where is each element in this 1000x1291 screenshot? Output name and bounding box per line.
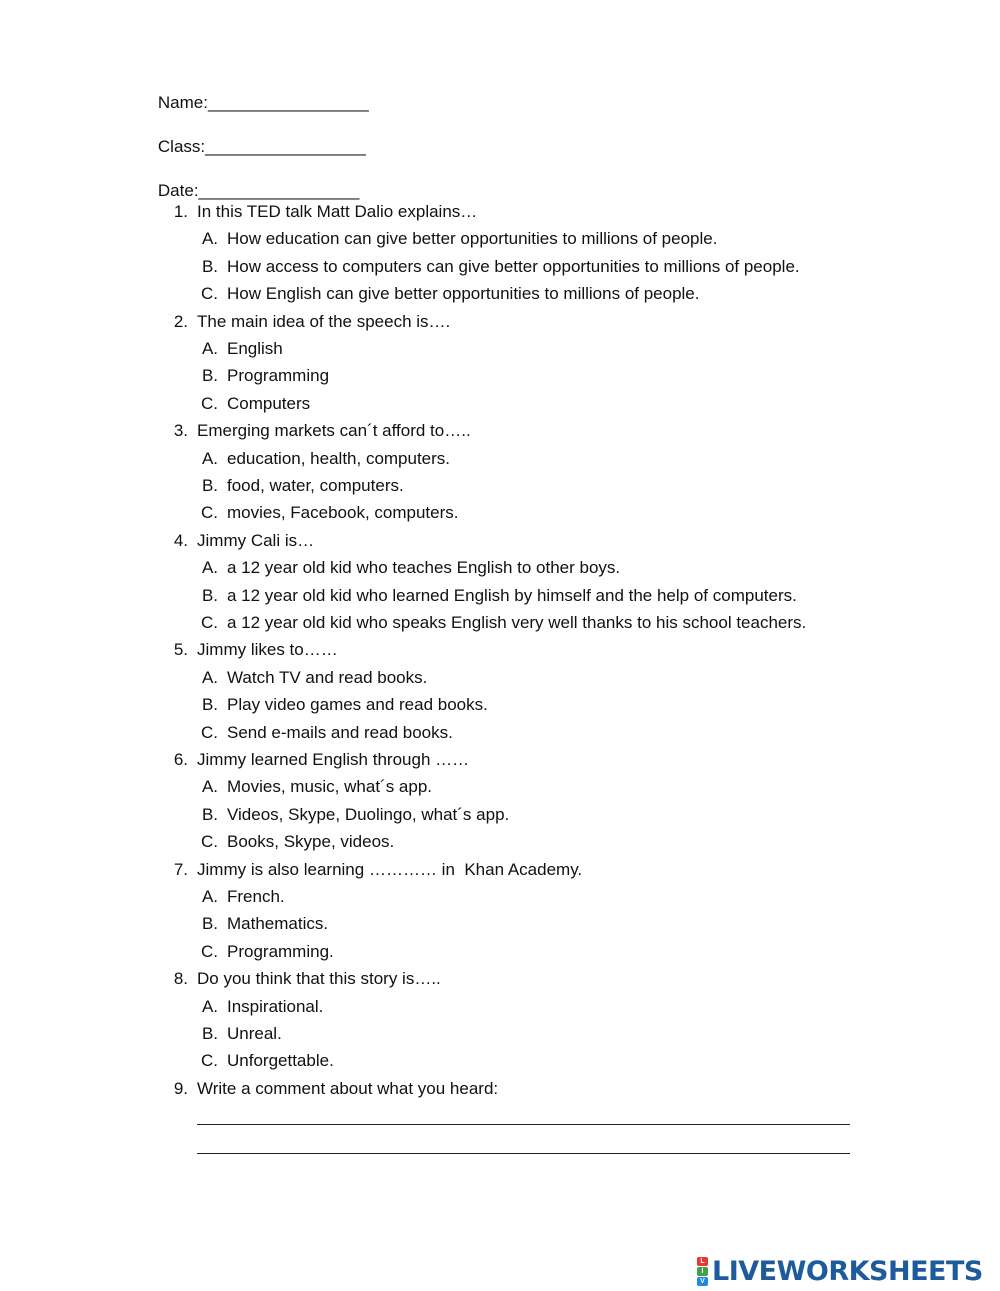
question-number: 9. [173, 1078, 188, 1098]
option-text: How education can give better opportunities to millions of people. [227, 229, 718, 249]
option-letter: B. [201, 804, 218, 824]
question-text: Jimmy learned English through …… [197, 750, 470, 769]
option-text: Send e-mails and read books. [227, 722, 453, 742]
option-letter: A. [201, 339, 218, 358]
option-text: Play video games and read books. [227, 695, 488, 715]
option-letter: A. [201, 667, 218, 687]
option-letter: B. [201, 256, 218, 276]
option-letter: A. [201, 558, 218, 578]
option-text: English [227, 339, 283, 358]
name-label: Name: [157, 93, 208, 112]
option-letter: C. [201, 722, 218, 742]
question-text: Do you think that this story is….. [197, 969, 441, 989]
comment-line-1[interactable] [197, 1124, 850, 1125]
option-letter: B. [201, 476, 218, 495]
date-blank[interactable]: _________________ [198, 181, 360, 200]
option-text: Movies, music, what´s app. [227, 777, 433, 797]
question-number: 3. [173, 421, 188, 441]
logo-block: L [697, 1257, 708, 1266]
option-text: Watch TV and read books. [227, 667, 428, 687]
option-text: a 12 year old kid who teaches English to other boys. [227, 558, 621, 578]
option-text: Unreal. [227, 1024, 282, 1043]
logo-block: V [697, 1277, 708, 1286]
option-letter: C. [201, 503, 218, 523]
option-letter: A. [201, 229, 218, 249]
question-text: Write a comment about what you heard: [197, 1078, 499, 1098]
option-text: movies, Facebook, computers. [227, 503, 459, 523]
option-letter: C. [201, 613, 218, 632]
option-letter: C. [201, 832, 218, 852]
question-text: In this TED talk Matt Dalio explains… [197, 202, 478, 221]
option-text: Inspirational. [227, 996, 324, 1016]
option-text: Videos, Skype, Duolingo, what´s app. [227, 804, 510, 824]
option-letter: B. [201, 695, 218, 715]
date-label: Date: [157, 181, 199, 200]
option-letter: A. [201, 887, 218, 906]
question-number: 6. [173, 750, 188, 769]
question-number: 4. [173, 530, 188, 550]
name-blank[interactable]: _________________ [207, 93, 369, 112]
question-number: 1. [173, 202, 188, 221]
option-text: French. [227, 887, 285, 906]
question-text: Jimmy likes to…… [197, 640, 338, 660]
option-text: Unforgettable. [227, 1051, 334, 1071]
question-number: 5. [173, 640, 188, 660]
option-letter: C. [201, 941, 218, 961]
option-letter: C. [201, 393, 218, 413]
option-letter: C. [201, 1051, 218, 1071]
option-letter: A. [201, 448, 218, 468]
class-label: Class: [157, 137, 206, 156]
option-text: Programming. [227, 941, 334, 961]
question-number: 2. [173, 311, 188, 331]
logo-text: LIVEWORKSHEETS [712, 1255, 983, 1287]
option-letter: A. [201, 996, 218, 1016]
option-text: food, water, computers. [227, 476, 404, 495]
comment-line-2[interactable] [197, 1153, 850, 1154]
option-text: a 12 year old kid who learned English by himself and the help of computers. [227, 585, 797, 605]
option-letter: C. [201, 284, 218, 304]
question-text: Jimmy is also learning ………… in Khan Academy. [197, 859, 583, 879]
question-number: 8. [173, 969, 188, 989]
option-text: Books, Skype, videos. [227, 832, 395, 852]
option-text: a 12 year old kid who speaks English very well thanks to his school teachers. [227, 613, 807, 632]
option-text: Mathematics. [227, 914, 329, 934]
option-text: Computers [227, 393, 311, 413]
logo-mark-icon [697, 1257, 708, 1286]
option-letter: B. [201, 914, 218, 934]
class-blank[interactable]: _________________ [205, 137, 366, 156]
option-text: Programming [227, 366, 330, 386]
option-letter: B. [201, 366, 218, 386]
question-text: Jimmy Cali is… [197, 530, 315, 550]
option-text: How access to computers can give better opportunities to millions of people. [227, 256, 800, 276]
question-text: Emerging markets can´t afford to….. [197, 421, 471, 441]
option-letter: B. [201, 1024, 218, 1043]
question-text: The main idea of the speech is…. [197, 311, 451, 331]
option-text: How English can give better opportunities to millions of people. [227, 284, 700, 304]
liveworksheets-logo [697, 1254, 983, 1288]
option-letter: A. [201, 777, 218, 797]
option-letter: B. [201, 585, 218, 605]
logo-block: I [697, 1267, 708, 1276]
question-number: 7. [173, 859, 188, 879]
option-text: education, health, computers. [227, 448, 451, 468]
